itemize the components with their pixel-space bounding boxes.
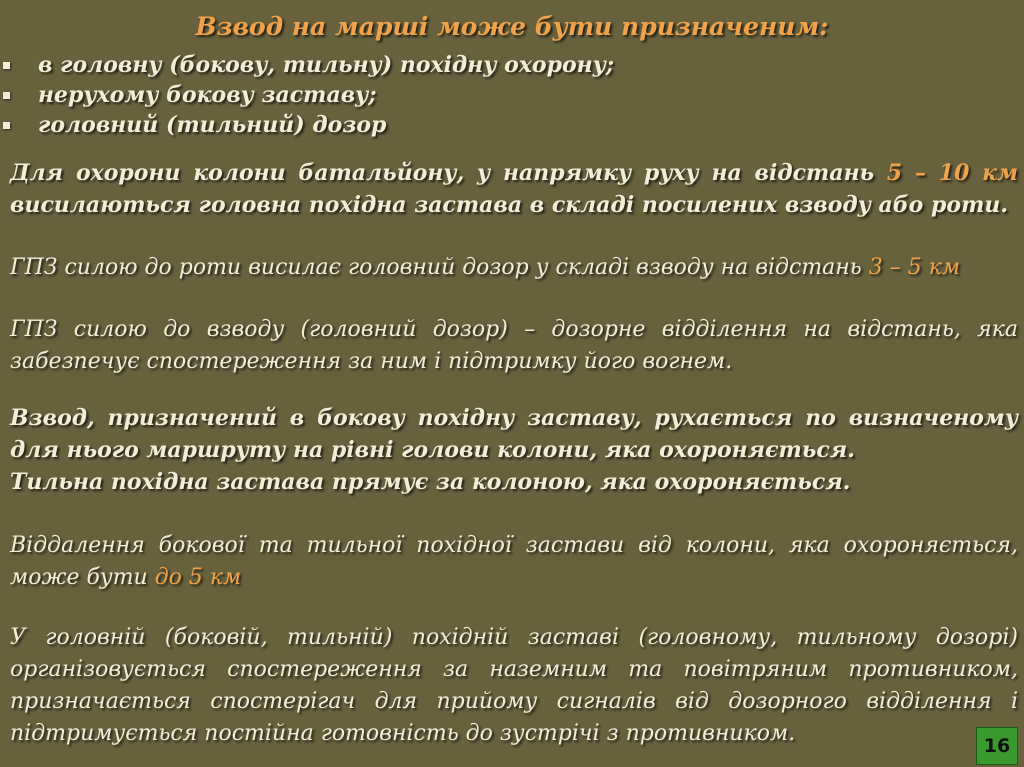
slide-title: Взвод на марші може бути призначеним: bbox=[195, 12, 829, 41]
paragraph-text: Для охорони колони батальйону, у напрямку руху на відстань bbox=[10, 160, 887, 186]
paragraph-gpz-platoon: ГПЗ силою до взводу (головний дозор) – дозорне відділення на відстань, яка забезпечує спостереження за ним і підтримку його вогнем. bbox=[10, 317, 1018, 374]
paragraph-column-guard bbox=[10, 157, 1018, 221]
page-number-badge bbox=[976, 727, 1018, 765]
paragraph-observation: У головній (боковій, тильній) похідній заставі (головному, тильному дозорі) організовується спостереження за наземним та повітряним противником, призначається спостерігач для прийому сигналів від дозорного відділення і підтримується постійна готовність до зустрічі з противником. bbox=[10, 625, 1018, 746]
bullet-text: головний (тильний) дозор bbox=[38, 112, 387, 138]
square-bullet-icon bbox=[3, 62, 10, 69]
paragraph-outpost-distance bbox=[10, 530, 1018, 594]
paragraph-rear-outpost: Тильна похідна застава прямує за колоною, яка охороняється. bbox=[10, 469, 851, 495]
bullet-text: в головну (бокову, тильну) похідну охорону; bbox=[38, 52, 614, 78]
square-bullet-icon bbox=[3, 122, 10, 129]
bullet-item bbox=[0, 51, 614, 81]
square-bullet-icon bbox=[3, 92, 10, 99]
paragraph-gpz-company bbox=[10, 252, 1018, 284]
page-number: 16 bbox=[983, 735, 1011, 757]
bullet-item bbox=[0, 111, 614, 141]
paragraph-text: Віддалення бокової та тильної похідної застави від колони, яка охороняється, може бути bbox=[10, 533, 1018, 590]
paragraph-text: висилаються головна похідна застава в складі посилених взводу або роти. bbox=[10, 192, 1009, 218]
distance-highlight: 5 – 10 км bbox=[886, 160, 1018, 186]
distance-highlight: 3 – 5 км bbox=[868, 255, 961, 280]
paragraph-text: ГПЗ силою до роти висилає головний дозор у складі взводу на відстань bbox=[10, 255, 869, 280]
bullet-item bbox=[0, 81, 614, 111]
paragraph-side-outpost: Взвод, призначений в бокову похідну заставу, рухається по визначеному для нього маршруту на рівні голови колони, яка охороняється. bbox=[10, 405, 1018, 463]
distance-highlight: до 5 км bbox=[154, 565, 242, 590]
bullet-list bbox=[0, 51, 614, 141]
bullet-text: нерухому бокову заставу; bbox=[38, 82, 377, 108]
